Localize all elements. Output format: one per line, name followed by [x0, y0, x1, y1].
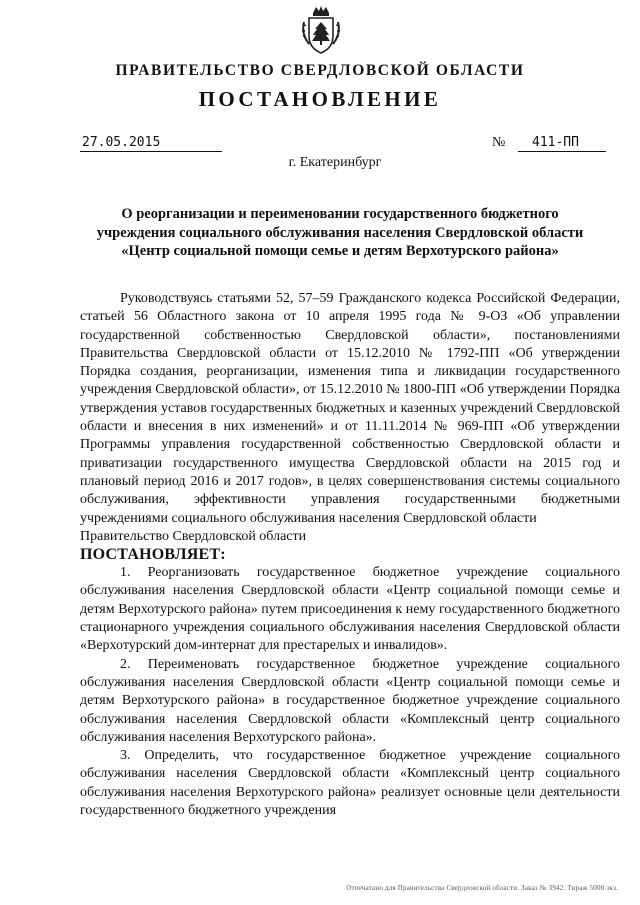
issuing-city: г. Екатеринбург	[288, 155, 382, 170]
document-number: 411-ПП	[518, 135, 606, 152]
decree-item: 3. Определить, что государственное бюджетное учреждение социального обслуживания населения Свердловской области «Комплексный центр социального обслуживания населения Верхотурского района» реализует основные цели деятельности государственного бюджетного учреждения	[80, 748, 620, 819]
document-title-line: О реорганизации и переименовании государственного бюджетного	[121, 206, 559, 222]
decree-item: 1. Реорганизовать государственное бюджетное учреждение социального обслуживания населения Свердловской области «Центр социальной помощи семье и детям Верхотурского района» путем присоединения к нему государственного бюджетного стационарного учреждения социального обслуживания населения Свердловской области «Верхотурский дом-интернат для престарелых и инвалидов».	[80, 565, 620, 654]
government-line: Правительство Свердловской области	[80, 528, 307, 544]
print-footer: Отпечатано для Правительства Свердловской области. Заказ № 3942. Тираж 5000 экз.	[346, 884, 618, 892]
government-title: ПРАВИТЕЛЬСТВО СВЕРДЛОВСКОЙ ОБЛАСТИ	[115, 62, 525, 79]
document-date: 27.05.2015	[80, 135, 222, 152]
decree-word: ПОСТАНОВЛЯЕТ:	[80, 546, 226, 564]
preamble-paragraph: Руководствуясь статьями 52, 57–59 Гражданского кодекса Российской Федерации, статьей 56 Областного закона от 10 апреля 1995 года № 9-ОЗ «Об управлении государственной собственностью Свердловской области», постановлениями Правительства Свердловской области от 15.12.2010 № 1792-ПП «Об утверждении Порядка создания, реорганизации, изменения типа и ликвидации государственного учреждения Свердловской области», от 15.12.2010 № 1800-ПП «Об утверждении Порядка утверждения уставов государственных бюджетных и казенных учреждений Свердловской области и внесения в них изменений» и от 11.11.2014 № 969-ПП «Об утверждении Программы управления государственной собственностью Свердловской области и приватизации государственного имущества Свердловской области на 2015 год и плановый период 2016 и 2017 годов», в целях совершенствования системы социального обслуживания, эффективности управления государственными бюджетными учреждениями социального обслуживания населения Свердловской области	[80, 291, 620, 526]
coat-of-arms-icon	[300, 4, 342, 56]
document-title-line: «Центр социальной помощи семье и детям Верхотурского района»	[121, 243, 559, 259]
document-title-line: учреждения социального обслуживания населения Свердловской области	[96, 224, 584, 241]
document-type-heading: ПОСТАНОВЛЕНИЕ	[198, 87, 442, 111]
document-title	[90, 205, 590, 261]
document-body	[80, 290, 620, 820]
number-label: №	[492, 135, 506, 150]
decree-item: 2. Переименовать государственное бюджетное учреждение социального обслуживания населения Свердловской области «Центр социальной помощи семье и детям Верхотурского района» в государственное бюджетное учреждение социального обслуживания населения Свердловской области «Комплексный центр социального обслуживания населения Верхотурского района».	[80, 656, 620, 745]
